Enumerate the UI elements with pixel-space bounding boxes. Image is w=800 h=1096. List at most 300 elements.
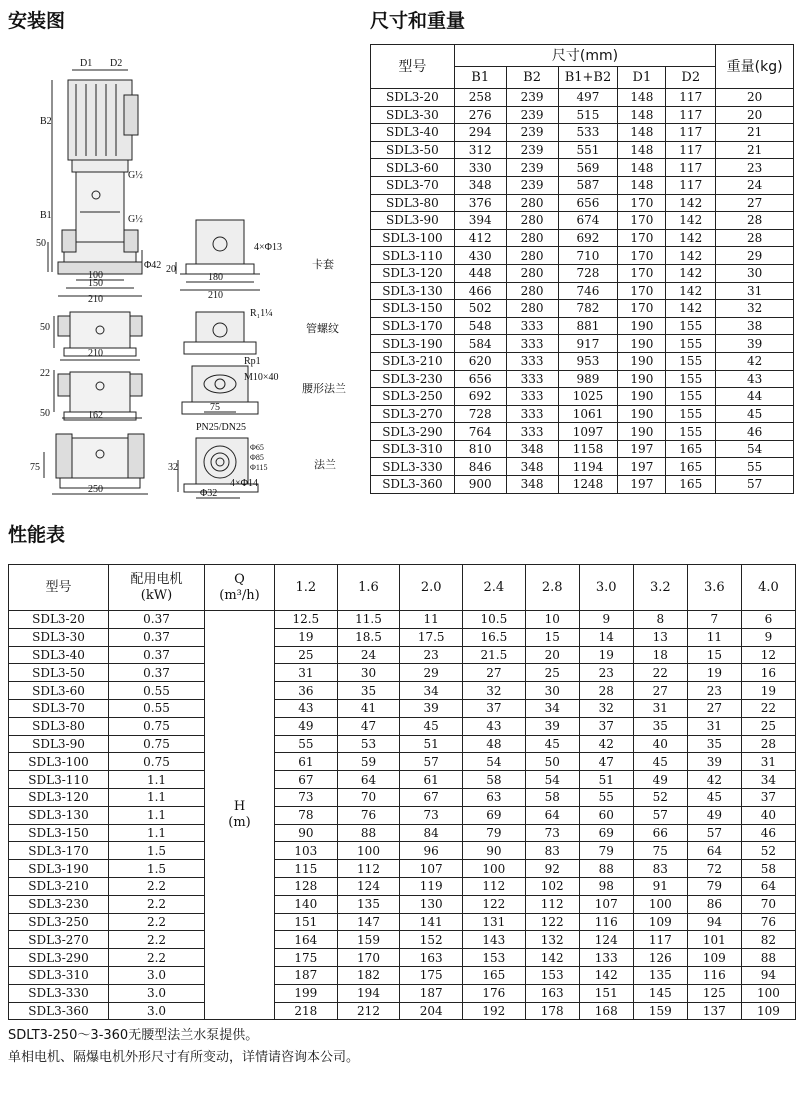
perf-head-cell: 141	[400, 913, 463, 931]
perf-head-cell: 10	[525, 611, 579, 629]
conn-label-oval-flange: 腰形法兰	[302, 382, 346, 395]
perf-head-cell: 63	[463, 788, 526, 806]
perf-model-cell: SDL3-250	[9, 913, 109, 931]
perf-head-cell: 73	[400, 806, 463, 824]
perf-head-cell: 187	[275, 966, 338, 984]
dims-value-cell: 782	[558, 300, 618, 318]
perf-head-cell: 133	[579, 949, 633, 967]
dim-phi85: Φ85	[250, 453, 264, 462]
perf-head-cell: 170	[337, 949, 400, 967]
perf-head-cell: 37	[579, 717, 633, 735]
perf-head-cell: 49	[687, 806, 741, 824]
perf-model-cell: SDL3-130	[9, 806, 109, 824]
dims-value-cell: 155	[666, 370, 716, 388]
perf-head-cell: 23	[400, 646, 463, 664]
dims-value-cell: 430	[454, 247, 506, 265]
perf-head-cell: 49	[275, 717, 338, 735]
perf-row	[9, 699, 796, 717]
dims-row	[371, 247, 794, 265]
perf-flow-header: 2.8	[525, 565, 579, 611]
perf-head-cell: 64	[687, 842, 741, 860]
perf-head-cell: 175	[400, 966, 463, 984]
dims-value-cell: 280	[506, 264, 558, 282]
perf-head-cell: 199	[275, 984, 338, 1002]
dims-row	[371, 229, 794, 247]
dims-title: 尺寸和重量	[370, 10, 466, 32]
perf-header-q-unit: (m³/h)	[219, 587, 260, 603]
perf-header-motor	[109, 565, 205, 611]
dims-row	[371, 212, 794, 230]
dims-value-cell: 21	[716, 124, 794, 142]
perf-flow-header: 3.6	[687, 565, 741, 611]
dims-model-cell: SDL3-310	[371, 440, 455, 458]
dims-model-cell: SDL3-60	[371, 159, 455, 177]
perf-head-cell: 126	[633, 949, 687, 967]
perf-head-cell: 17.5	[400, 628, 463, 646]
perf-head-cell: 12	[741, 646, 795, 664]
dims-row	[371, 458, 794, 476]
perf-head-cell: 90	[463, 842, 526, 860]
dims-value-cell: 170	[618, 282, 666, 300]
dims-value-cell: 31	[716, 282, 794, 300]
dims-value-cell: 333	[506, 317, 558, 335]
perf-head-cell: 55	[579, 788, 633, 806]
perf-head-cell: 82	[741, 931, 795, 949]
dims-value-cell: 21	[716, 141, 794, 159]
dims-value-cell: 23	[716, 159, 794, 177]
dims-value-cell: 728	[558, 264, 618, 282]
dims-row	[371, 159, 794, 177]
perf-head-cell: 50	[525, 753, 579, 771]
dims-value-cell: 674	[558, 212, 618, 230]
dims-model-cell: SDL3-150	[371, 300, 455, 318]
dim-d1: D1	[80, 58, 93, 69]
perf-head-cell: 36	[275, 682, 338, 700]
dims-value-cell: 587	[558, 176, 618, 194]
perf-model-cell: SDL3-290	[9, 949, 109, 967]
dims-value-cell: 258	[454, 89, 506, 107]
perf-head-cell: 151	[579, 984, 633, 1002]
dims-value-cell: 333	[506, 388, 558, 406]
dims-value-cell: 548	[454, 317, 506, 335]
dims-row	[371, 388, 794, 406]
dims-value-cell: 42	[716, 352, 794, 370]
dim-m10: M10×40	[244, 372, 279, 383]
perf-motor-cell: 1.5	[109, 842, 205, 860]
perf-head-cell: 142	[579, 966, 633, 984]
dims-value-cell: 117	[666, 106, 716, 124]
perf-head-cell: 35	[633, 717, 687, 735]
dims-value-cell: 165	[666, 458, 716, 476]
dims-value-cell: 1061	[558, 405, 618, 423]
perf-head-cell: 14	[579, 628, 633, 646]
dims-row	[371, 141, 794, 159]
dims-value-cell: 155	[666, 405, 716, 423]
dims-value-cell: 239	[506, 89, 558, 107]
perf-head-cell: 53	[337, 735, 400, 753]
perf-head-cell: 27	[687, 699, 741, 717]
perf-head-cell: 31	[741, 753, 795, 771]
perf-head-cell: 7	[687, 611, 741, 629]
perf-motor-cell: 2.2	[109, 877, 205, 895]
install-title: 安装图	[8, 10, 66, 32]
perf-motor-cell: 1.1	[109, 806, 205, 824]
dims-value-cell: 142	[666, 264, 716, 282]
perf-header-motor-unit: (kW)	[140, 587, 173, 603]
dims-value-cell: 1194	[558, 458, 618, 476]
dims-model-cell: SDL3-230	[371, 370, 455, 388]
perf-head-cell: 9	[741, 628, 795, 646]
perf-head-cell: 27	[633, 682, 687, 700]
perf-head-cell: 128	[275, 877, 338, 895]
perf-head-cell: 92	[525, 860, 579, 878]
perf-head-cell: 88	[337, 824, 400, 842]
perf-head-cell: 143	[463, 931, 526, 949]
dims-value-cell: 333	[506, 335, 558, 353]
perf-head-cell: 54	[463, 753, 526, 771]
dims-model-cell: SDL3-250	[371, 388, 455, 406]
dims-value-cell: 148	[618, 159, 666, 177]
dims-value-cell: 900	[454, 476, 506, 494]
perf-head-cell: 55	[275, 735, 338, 753]
dims-row	[371, 89, 794, 107]
installation-drawing	[0, 40, 360, 510]
dims-value-cell: 148	[618, 89, 666, 107]
perf-head-cell: 10.5	[463, 611, 526, 629]
dims-row	[371, 124, 794, 142]
perf-head-cell: 145	[633, 984, 687, 1002]
dims-model-cell: SDL3-100	[371, 229, 455, 247]
perf-motor-cell: 1.1	[109, 824, 205, 842]
perf-head-cell: 178	[525, 1002, 579, 1020]
perf-head-cell: 67	[400, 788, 463, 806]
perf-head-cell: 6	[741, 611, 795, 629]
dims-value-cell: 239	[506, 176, 558, 194]
dims-row	[371, 440, 794, 458]
perf-head-cell: 79	[687, 877, 741, 895]
perf-head-cell: 75	[633, 842, 687, 860]
dims-value-cell: 1248	[558, 476, 618, 494]
dims-value-cell: 170	[618, 212, 666, 230]
perf-head-cell: 25	[275, 646, 338, 664]
dims-value-cell: 333	[506, 423, 558, 441]
dim-162: 162	[88, 410, 103, 421]
perf-model-cell: SDL3-20	[9, 611, 109, 629]
dims-value-cell: 1025	[558, 388, 618, 406]
dims-row	[371, 194, 794, 212]
dims-value-cell: 29	[716, 247, 794, 265]
perf-head-cell: 30	[525, 682, 579, 700]
perf-head-cell: 116	[579, 913, 633, 931]
perf-head-cell: 109	[633, 913, 687, 931]
perf-head-cell: 49	[633, 771, 687, 789]
dims-value-cell: 155	[666, 317, 716, 335]
dim-50b: 50	[40, 322, 50, 333]
perf-row	[9, 860, 796, 878]
perf-head-cell: 58	[525, 788, 579, 806]
dims-row	[371, 423, 794, 441]
perf-head-cell: 152	[400, 931, 463, 949]
perf-head-cell: 130	[400, 895, 463, 913]
dims-col-header: B2	[506, 67, 558, 89]
dims-value-cell: 38	[716, 317, 794, 335]
perf-head-cell: 19	[741, 682, 795, 700]
perf-head-cell: 35	[687, 735, 741, 753]
perf-head-cell: 96	[400, 842, 463, 860]
perf-head-cell: 16.5	[463, 628, 526, 646]
perf-head-cell: 100	[633, 895, 687, 913]
dims-model-cell: SDL3-70	[371, 176, 455, 194]
dims-value-cell: 197	[618, 476, 666, 494]
perf-head-cell: 13	[633, 628, 687, 646]
perf-head-cell: 37	[463, 699, 526, 717]
dims-value-cell: 170	[618, 194, 666, 212]
dims-value-cell: 515	[558, 106, 618, 124]
perf-title: 性能表	[8, 524, 66, 546]
dims-value-cell: 846	[454, 458, 506, 476]
dims-value-cell: 170	[618, 229, 666, 247]
perf-row	[9, 842, 796, 860]
perf-head-cell: 18	[633, 646, 687, 664]
perf-header-motor-name: 配用电机	[130, 571, 183, 587]
perf-head-cell: 19	[275, 628, 338, 646]
perf-head-cell: 70	[741, 895, 795, 913]
perf-head-cell: 60	[579, 806, 633, 824]
dims-value-cell: 348	[506, 458, 558, 476]
perf-head-cell: 119	[400, 877, 463, 895]
dims-value-cell: 312	[454, 141, 506, 159]
perf-head-cell: 51	[579, 771, 633, 789]
dims-row	[371, 317, 794, 335]
dims-value-cell: 165	[666, 476, 716, 494]
perf-flow-header: 4.0	[741, 565, 795, 611]
perf-head-cell: 52	[633, 788, 687, 806]
dim-210: 210	[88, 294, 103, 305]
perf-head-cell: 64	[337, 771, 400, 789]
dims-value-cell: 239	[506, 159, 558, 177]
dims-value-cell: 569	[558, 159, 618, 177]
dims-value-cell: 1158	[558, 440, 618, 458]
perf-header-q-label: Q	[234, 571, 245, 587]
perf-row	[9, 646, 796, 664]
dims-header-model: 型号	[371, 45, 455, 89]
perf-head-cell: 43	[463, 717, 526, 735]
perf-model-cell: SDL3-190	[9, 860, 109, 878]
perf-flow-header: 1.2	[275, 565, 338, 611]
perf-head-cell: 218	[275, 1002, 338, 1020]
perf-model-cell: SDL3-70	[9, 699, 109, 717]
dims-value-cell: 190	[618, 370, 666, 388]
dims-value-cell: 333	[506, 352, 558, 370]
perf-motor-cell: 2.2	[109, 913, 205, 931]
dims-model-cell: SDL3-210	[371, 352, 455, 370]
perf-head-cell: 45	[687, 788, 741, 806]
perf-head-cell: 131	[463, 913, 526, 931]
note-2: 单相电机、隔爆电机外形尺寸有所变动，详情请咨询本公司。	[8, 1050, 360, 1065]
perf-head-cell: 46	[741, 824, 795, 842]
dims-row	[371, 176, 794, 194]
perf-head-cell: 58	[741, 860, 795, 878]
perf-flow-header: 3.0	[579, 565, 633, 611]
dims-model-cell: SDL3-50	[371, 141, 455, 159]
perf-head-cell: 79	[579, 842, 633, 860]
dims-value-cell: 330	[454, 159, 506, 177]
perf-head-cell: 61	[400, 771, 463, 789]
perf-motor-cell: 0.37	[109, 628, 205, 646]
perf-model-cell: SDL3-150	[9, 824, 109, 842]
perf-head-cell: 187	[400, 984, 463, 1002]
dims-value-cell: 148	[618, 106, 666, 124]
perf-head-cell: 116	[687, 966, 741, 984]
perf-head-cell: 12.5	[275, 611, 338, 629]
perf-head-cell: 41	[337, 699, 400, 717]
dim-b2: B2	[40, 116, 52, 127]
dim-g1: G½	[128, 170, 143, 181]
perf-row	[9, 824, 796, 842]
perf-row	[9, 753, 796, 771]
perf-head-label	[205, 611, 275, 1020]
perf-head-cell: 47	[579, 753, 633, 771]
conn-label-clamp: 卡套	[312, 258, 334, 271]
dims-value-cell: 348	[454, 176, 506, 194]
perf-head-cell: 132	[525, 931, 579, 949]
dims-value-cell: 239	[506, 106, 558, 124]
perf-head-cell: 20	[525, 646, 579, 664]
dims-model-cell: SDL3-330	[371, 458, 455, 476]
perf-head-cell: 15	[525, 628, 579, 646]
perf-head-cell: 115	[275, 860, 338, 878]
perf-head-cell: 61	[275, 753, 338, 771]
perf-table	[8, 564, 796, 1020]
dims-value-cell: 54	[716, 440, 794, 458]
perf-head-cell: 100	[463, 860, 526, 878]
dims-row	[371, 106, 794, 124]
dims-value-cell: 989	[558, 370, 618, 388]
perf-row	[9, 788, 796, 806]
perf-head-cell: 112	[337, 860, 400, 878]
perf-head-cell: 29	[400, 664, 463, 682]
perf-head-cell: 30	[337, 664, 400, 682]
dims-value-cell: 57	[716, 476, 794, 494]
perf-head-cell: 73	[525, 824, 579, 842]
perf-row	[9, 1002, 796, 1020]
dim-phi32: Φ32	[200, 488, 218, 499]
dim-holes: 4×Φ13	[254, 242, 282, 253]
dims-value-cell: 117	[666, 124, 716, 142]
perf-head-cell: 86	[687, 895, 741, 913]
dims-value-cell: 142	[666, 300, 716, 318]
dims-model-cell: SDL3-20	[371, 89, 455, 107]
perf-head-cell: 94	[687, 913, 741, 931]
dims-value-cell: 27	[716, 194, 794, 212]
dims-value-cell: 117	[666, 176, 716, 194]
perf-head-cell: 34	[741, 771, 795, 789]
perf-model-cell: SDL3-60	[9, 682, 109, 700]
dims-value-cell: 20	[716, 106, 794, 124]
perf-head-cell: 31	[633, 699, 687, 717]
perf-head-cell: 91	[633, 877, 687, 895]
dims-value-cell: 142	[666, 194, 716, 212]
perf-head-cell: 159	[337, 931, 400, 949]
perf-head-cell: 164	[275, 931, 338, 949]
perf-head-cell: 9	[579, 611, 633, 629]
dims-value-cell: 917	[558, 335, 618, 353]
dims-model-cell: SDL3-30	[371, 106, 455, 124]
dims-value-cell: 155	[666, 388, 716, 406]
dims-value-cell: 170	[618, 264, 666, 282]
perf-head-cell: 101	[687, 931, 741, 949]
perf-head-cell: 8	[633, 611, 687, 629]
perf-motor-cell: 0.37	[109, 611, 205, 629]
perf-head-cell: 58	[463, 771, 526, 789]
perf-head-cell: 125	[687, 984, 741, 1002]
perf-motor-cell: 3.0	[109, 984, 205, 1002]
dim-holes2: 4×Φ14	[230, 478, 258, 489]
perf-head-cell: 100	[741, 984, 795, 1002]
perf-row	[9, 628, 796, 646]
dims-value-cell: 280	[506, 212, 558, 230]
perf-row	[9, 949, 796, 967]
dims-value-cell: 533	[558, 124, 618, 142]
perf-head-cell: 22	[633, 664, 687, 682]
perf-model-cell: SDL3-330	[9, 984, 109, 1002]
perf-head-cell: 23	[579, 664, 633, 682]
perf-head-cell: 16	[741, 664, 795, 682]
perf-head-cell: 39	[525, 717, 579, 735]
perf-head-cell: 117	[633, 931, 687, 949]
perf-head-cell: 76	[741, 913, 795, 931]
dims-value-cell: 45	[716, 405, 794, 423]
perf-head-cell: 40	[741, 806, 795, 824]
perf-head-cell: 19	[579, 646, 633, 664]
dim-phi42: Φ42	[144, 260, 162, 271]
dims-value-cell: 656	[558, 194, 618, 212]
dim-b1: B1	[40, 210, 52, 221]
perf-model-cell: SDL3-230	[9, 895, 109, 913]
dims-model-cell: SDL3-80	[371, 194, 455, 212]
dim-150: 150	[88, 278, 103, 289]
perf-head-cell: 79	[463, 824, 526, 842]
perf-head-cell: 35	[337, 682, 400, 700]
perf-head-cell: 124	[579, 931, 633, 949]
dims-model-cell: SDL3-110	[371, 247, 455, 265]
perf-model-cell: SDL3-270	[9, 931, 109, 949]
perf-head-cell: 39	[400, 699, 463, 717]
perf-row	[9, 984, 796, 1002]
dims-value-cell: 448	[454, 264, 506, 282]
dims-row	[371, 405, 794, 423]
perf-motor-cell: 0.55	[109, 682, 205, 700]
dims-header-size: 尺寸(mm)	[454, 45, 715, 67]
dims-value-cell: 155	[666, 423, 716, 441]
dims-value-cell: 148	[618, 124, 666, 142]
perf-row	[9, 682, 796, 700]
perf-head-cell: 18.5	[337, 628, 400, 646]
perf-head-cell: 42	[579, 735, 633, 753]
dims-value-cell: 190	[618, 388, 666, 406]
dims-value-cell: 155	[666, 335, 716, 353]
dims-value-cell: 197	[618, 440, 666, 458]
perf-head-cell: 25	[525, 664, 579, 682]
perf-head-h: H	[233, 799, 246, 815]
perf-row	[9, 806, 796, 824]
perf-head-cell: 42	[687, 771, 741, 789]
dims-value-cell: 155	[666, 352, 716, 370]
dim-32: 32	[168, 462, 178, 473]
perf-motor-cell: 0.37	[109, 664, 205, 682]
perf-motor-cell: 0.75	[109, 753, 205, 771]
perf-flow-header: 3.2	[633, 565, 687, 611]
